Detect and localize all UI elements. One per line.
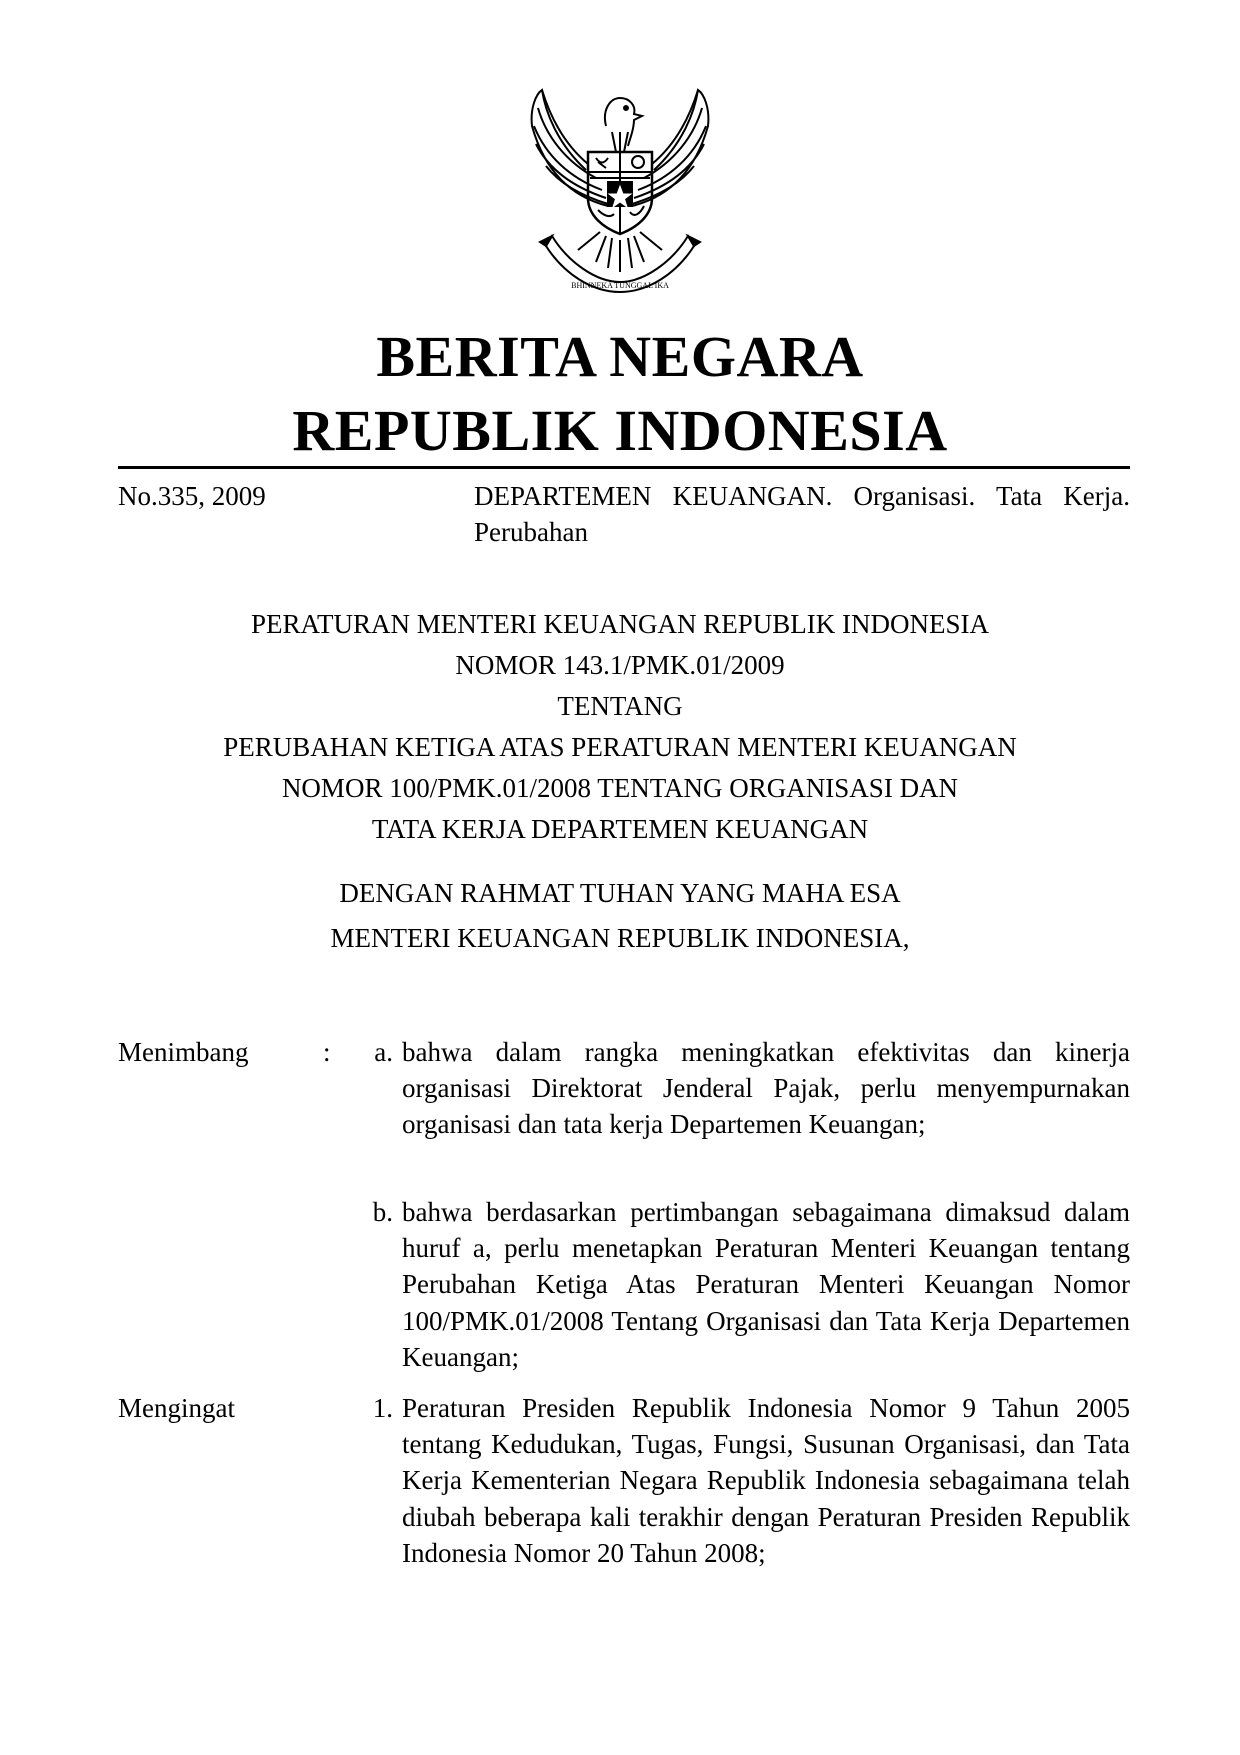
emblem-motto: BHINNEKA TUNGGAL IKA — [571, 281, 669, 290]
regulation-heading — [0, 604, 1240, 850]
gazette-number: No.335, 2009 — [118, 481, 266, 511]
preamble-line: DENGAN RAHMAT TUHAN YANG MAHA ESA — [339, 878, 901, 908]
regulation-line: NOMOR 143.1/PMK.01/2009 — [455, 650, 785, 680]
garuda-pancasila-emblem-icon — [516, 86, 724, 301]
mengingat-label: Mengingat — [118, 1393, 235, 1423]
mengingat-item-1: Peraturan Presiden Republik Indonesia Nomor 9 Tahun 2005 tentang Kedudukan, Tugas, Fungsi, Susunan Organisasi, dan Tata Kerja Kementerian Negara Republik Indonesia sebagaimana telah diubah beberapa kali terakhir dengan Peraturan Presiden Republik Indonesia Nomor 20 Tahun 2008; — [402, 1393, 1130, 1568]
document-title-line2: REPUBLIK INDONESIA — [292, 398, 948, 463]
regulation-line: NOMOR 100/PMK.01/2008 TENTANG ORGANISASI DAN — [281, 773, 959, 803]
menimbang-item-b: bahwa berdasarkan pertimbangan sebagaimana dimaksud dalam huruf a, perlu menetapkan Peraturan Menteri Keuangan tentang Perubahan Ketiga Atas Peraturan Menteri Keuangan Nomor 100/PMK.01/2008 Tentang Organisasi dan Tata Kerja Departemen Keuangan; — [402, 1197, 1130, 1372]
regulation-line: TENTANG — [557, 691, 683, 721]
preamble-line: MENTERI KEUANGAN REPUBLIK INDONESIA, — [330, 923, 910, 953]
department-note: DEPARTEMEN KEUANGAN. Organisasi. Tata Kerja. Perubahan — [474, 481, 1130, 547]
item-marker: a. — [374, 1037, 393, 1067]
preamble — [0, 873, 1240, 959]
regulation-line: PERATURAN MENTERI KEUANGAN REPUBLIK INDONESIA — [251, 609, 989, 639]
regulation-line: TATA KERJA DEPARTEMEN KEUANGAN — [371, 814, 869, 844]
item-marker: 1. — [372, 1393, 393, 1423]
menimbang-colon: : — [323, 1037, 331, 1067]
regulation-line: PERUBAHAN KETIGA ATAS PERATURAN MENTERI KEUANGAN — [223, 732, 1017, 762]
menimbang-label: Menimbang — [118, 1037, 249, 1067]
menimbang-item-a: bahwa dalam rangka meningkatkan efektivitas dan kinerja organisasi Direktorat Jenderal Pajak, perlu menyempurnakan organisasi dan tata kerja Departemen Keuangan; — [402, 1037, 1130, 1140]
document-title-line1: BERITA NEGARA — [376, 324, 864, 389]
item-marker: b. — [372, 1197, 393, 1227]
title-divider — [118, 466, 1130, 469]
